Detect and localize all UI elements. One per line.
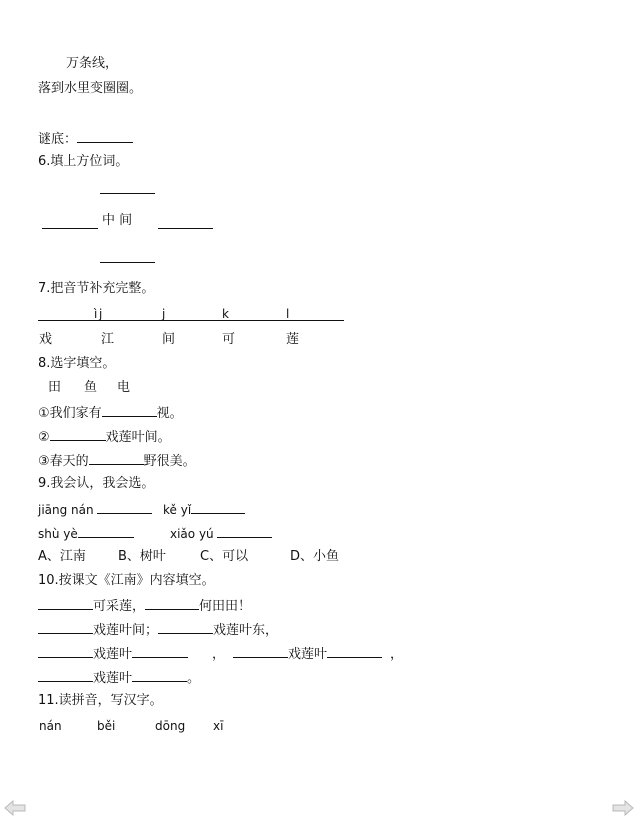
- q10-line-4: [38, 668, 200, 688]
- q8-option-3: 电: [117, 380, 131, 395]
- q8-item-3-blank[interactable]: [89, 451, 144, 465]
- q6-blank-top[interactable]: [100, 193, 155, 194]
- q8-item-1-num: ①: [38, 406, 50, 421]
- q6-center-label: 中 间: [102, 213, 133, 228]
- q9-pinyin-2-text: kě yǐ: [163, 503, 192, 517]
- q10-line-4-period: 。: [187, 671, 201, 686]
- q8-item-2-post: 戏莲叶间。: [105, 430, 171, 445]
- q9-choice-d: D、小鱼: [290, 549, 340, 564]
- q7-syllable-5: l: [286, 307, 290, 321]
- q9-pinyin-1-text: jiāng nán: [38, 503, 94, 517]
- q11-pinyin-3: dōng: [155, 719, 186, 733]
- q10-line-2-blank-1[interactable]: [38, 620, 93, 634]
- q10-line-3: [38, 644, 403, 664]
- q10-line-1-blank-2[interactable]: [145, 596, 199, 610]
- q6-blank-bottom[interactable]: [100, 262, 155, 263]
- q10-line-4-blank-2[interactable]: [132, 668, 187, 682]
- q9-title: 9.我会认，我会选。: [38, 476, 155, 491]
- q10-line-1-blank-1[interactable]: [38, 596, 93, 610]
- q9-pinyin-1: [38, 500, 152, 519]
- q10-line-1-text-2: 何田田！: [199, 599, 252, 614]
- arrow-right-icon: [612, 800, 634, 816]
- q8-item-3-pre: 春天的: [49, 454, 89, 469]
- q7-syllable-4: k: [222, 307, 229, 321]
- q6-title: 6.填上方位词。: [38, 154, 129, 169]
- q7-syllable-1: ì: [94, 307, 98, 321]
- q9-pinyin-3: [38, 524, 134, 543]
- q8-item-1-post: 视。: [156, 406, 183, 421]
- q9-choice-a: A、江南: [38, 549, 86, 564]
- q10-line-4-text: 戏莲叶: [93, 671, 133, 686]
- q8-item-2-blank[interactable]: [50, 427, 106, 441]
- q10-title: 10.按课文《江南》内容填空。: [38, 573, 215, 588]
- q10-line-3-blank-1[interactable]: [38, 644, 93, 658]
- q10-line-2-text-2: 戏莲叶东，: [213, 623, 279, 638]
- q9-pinyin-3-blank[interactable]: [78, 524, 134, 538]
- q9-pinyin-4-text: xiǎo yú: [170, 527, 214, 541]
- q9-choice-b: B、树叶: [118, 549, 166, 564]
- q8-option-1: 田: [48, 380, 62, 395]
- q9-pinyin-4-blank[interactable]: [217, 524, 272, 538]
- arrow-left-icon: [4, 800, 26, 816]
- q10-line-2-blank-2[interactable]: [158, 620, 213, 634]
- q10-line-4-blank-1[interactable]: [38, 668, 93, 682]
- q7-title: 7.把音节补充完整。: [38, 281, 155, 296]
- q10-line-3-text-1: 戏莲叶: [93, 647, 133, 662]
- q7-char-2: 江: [101, 332, 115, 347]
- q8-item-2: [38, 427, 171, 447]
- next-page-button[interactable]: [612, 800, 634, 816]
- q7-syllable-3: j: [162, 307, 166, 321]
- q8-item-2-num: ②: [38, 430, 50, 445]
- riddle-answer: [38, 129, 133, 149]
- q10-line-3-blank-3[interactable]: [233, 644, 288, 658]
- q7-syllable-2: j: [99, 307, 103, 321]
- q11-title: 11.读拼音，写汉字。: [38, 693, 163, 708]
- q9-pinyin-4: [170, 524, 272, 543]
- q10-line-3-text-2: 戏莲叶: [288, 647, 328, 662]
- q7-blank-line[interactable]: [38, 320, 344, 321]
- prev-page-button[interactable]: [4, 800, 26, 816]
- q10-line-3-blank-4[interactable]: [327, 644, 382, 658]
- q8-item-3-post: 野很美。: [143, 454, 196, 469]
- q8-item-3-num: ③: [38, 454, 50, 469]
- q10-line-3-comma-2: ，: [390, 647, 404, 662]
- q7-char-5: 莲: [286, 332, 300, 347]
- q11-pinyin-2: běi: [97, 719, 116, 733]
- q8-option-2: 鱼: [84, 380, 98, 395]
- q7-char-1: 戏: [39, 332, 53, 347]
- q10-line-3-comma-1: ，: [212, 647, 226, 662]
- q6-blank-right[interactable]: [158, 228, 213, 229]
- q7-char-3: 间: [162, 332, 176, 347]
- q6-blank-left[interactable]: [42, 228, 98, 229]
- q10-line-1: [38, 596, 251, 616]
- q9-pinyin-2-blank[interactable]: [191, 500, 245, 514]
- q10-line-3-blank-2[interactable]: [132, 644, 188, 658]
- q9-pinyin-2: [163, 500, 245, 519]
- q8-item-3: [38, 451, 196, 471]
- q9-pinyin-3-text: shù yè: [38, 527, 78, 541]
- q9-pinyin-1-blank[interactable]: [97, 500, 152, 514]
- riddle-answer-label: 谜底：: [38, 132, 78, 147]
- q8-item-1: [38, 403, 183, 423]
- q8-item-1-pre: 我们家有: [49, 406, 102, 421]
- q9-choice-c: C、可以: [200, 549, 249, 564]
- q11-pinyin-4: xī: [213, 719, 224, 733]
- riddle-line-1: 万条线，: [66, 56, 119, 71]
- q8-title: 8.选字填空。: [38, 356, 116, 371]
- q10-line-2: [38, 620, 278, 640]
- q11-pinyin-1: nán: [39, 719, 62, 733]
- q7-char-4: 可: [222, 332, 236, 347]
- q10-line-1-text-1: 可采莲，: [93, 599, 146, 614]
- riddle-line-2: 落到水里变圈圈。: [38, 81, 143, 96]
- riddle-answer-blank[interactable]: [77, 129, 133, 143]
- q8-item-1-blank[interactable]: [102, 403, 157, 417]
- q10-line-2-text-1: 戏莲叶间；: [93, 623, 159, 638]
